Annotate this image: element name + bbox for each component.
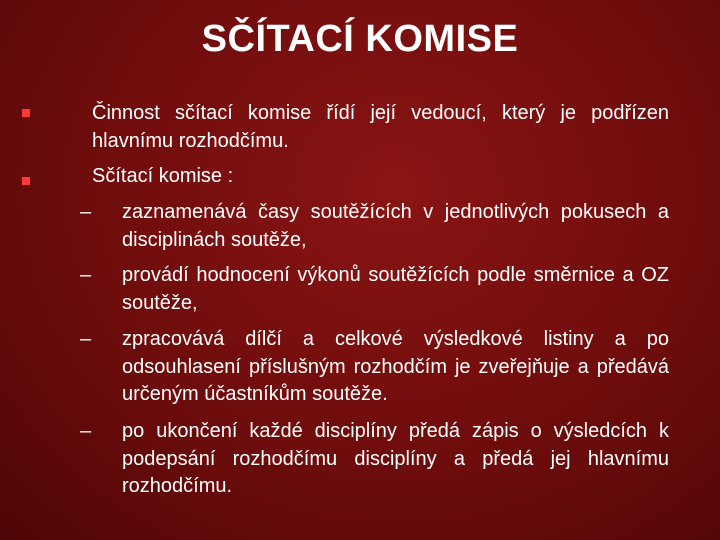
subitem-text: po ukončení každé disciplíny předá zápis o výsledcích k podepsání rozhodčímu disciplíny a předá jej hlavnímu rozhodčímu. bbox=[122, 420, 669, 497]
dash-marker: – bbox=[80, 328, 92, 350]
dash-marker: – bbox=[80, 264, 92, 286]
subitem-text: zpracovává dílčí a celkové výsledkové listiny a po odsouhlasení příslušným rozhodčím je zveřejňuje a předává určeným účastníkům soutěže. bbox=[122, 328, 669, 405]
square-bullet-icon bbox=[22, 109, 30, 117]
bullet-text: Činnost sčítací komise řídí její vedoucí, který je podřízen hlavnímu rozhodčímu. bbox=[92, 102, 669, 152]
subitem-text: provádí hodnocení výkonů soutěžících podle směrnice a OZ soutěže, bbox=[122, 264, 669, 314]
subitem-text: zaznamenává časy soutěžících v jednotlivých pokusech a disciplinách soutěže, bbox=[122, 201, 669, 251]
bullet-text: Sčítací komise : bbox=[92, 165, 234, 187]
dash-marker: – bbox=[80, 201, 92, 223]
square-bullet-icon bbox=[22, 177, 30, 185]
slide-title: SČÍTACÍ KOMISE bbox=[201, 18, 519, 60]
dash-marker: – bbox=[80, 420, 92, 442]
